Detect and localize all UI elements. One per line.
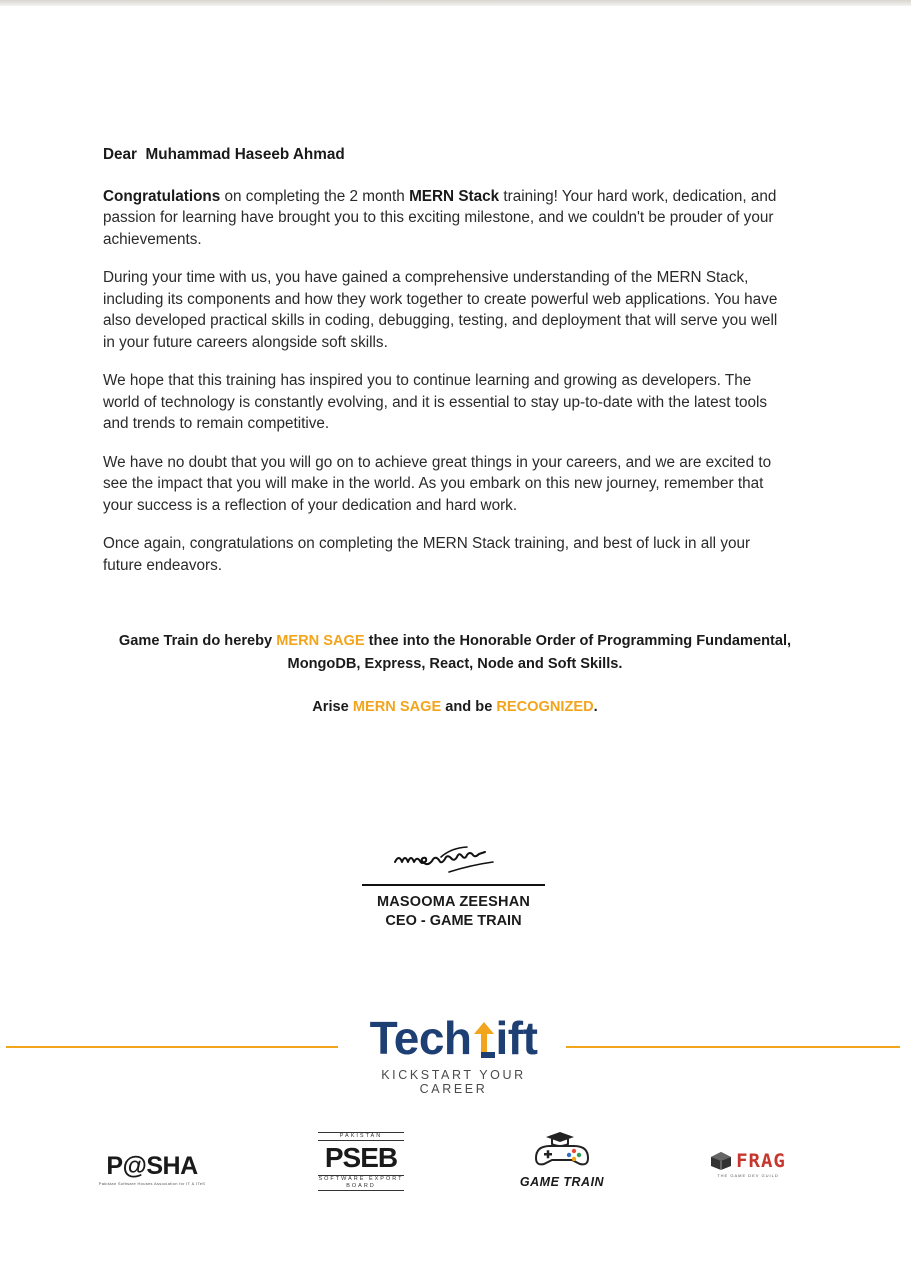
techlift-wordmark bbox=[346, 1010, 561, 1066]
signature-line bbox=[362, 884, 545, 886]
techlift-word-b: ift bbox=[495, 1012, 538, 1064]
arise-title-accent: MERN SAGE bbox=[352, 699, 442, 715]
congratulations-bold: Congratulations bbox=[103, 187, 221, 205]
pasha-subtitle: Pakistan Software Houses Association for IT & ITeS bbox=[98, 1181, 206, 1186]
game-train-logo bbox=[514, 1130, 610, 1189]
declaration-title-accent: MERN SAGE bbox=[276, 633, 365, 649]
pseb-bottom-text: SOFTWARE EXPORT BOARD bbox=[318, 1176, 404, 1189]
mern-stack-bold: MERN Stack bbox=[409, 187, 500, 205]
paragraph-future: We have no doubt that you will go on to achieve great things in your careers, and we are excited to see the impact that you will make in the world. As you embark on this new journey, remember that your success is a reflection of your dedication and hard work. bbox=[103, 453, 772, 514]
techlift-tagline: KICKSTART YOUR CAREER bbox=[381, 1068, 526, 1096]
arise-line bbox=[90, 699, 820, 715]
paragraph-congratulations bbox=[103, 186, 783, 251]
pseb-logo bbox=[318, 1132, 404, 1191]
paragraph-skills: During your time with us, you have gained a comprehensive understanding of the MERN Stack, including its components and how they work together to create powerful web applications. You have also developed practical skills in coding, debugging, testing, and deployment that will serve you well in your future careers alongside soft skills. bbox=[103, 269, 778, 351]
recognized-accent: RECOGNIZED bbox=[496, 699, 594, 715]
signatory-title: CEO - GAME TRAIN bbox=[385, 913, 522, 929]
p1-text-b: training! Your hard work, dedication, and passion for learning have brought you to this exciting milestone, and we couldn't be prouder of your achievements. bbox=[103, 187, 777, 248]
divider-right bbox=[566, 1046, 900, 1048]
frag-row bbox=[693, 1150, 803, 1172]
frag-logo bbox=[693, 1150, 803, 1178]
greeting bbox=[103, 144, 783, 166]
page-top-edge bbox=[0, 0, 911, 6]
p1-text-a: on completing the 2 month bbox=[220, 187, 410, 205]
arise-text-b: and be bbox=[441, 699, 497, 715]
frag-wordmark: FRAG bbox=[736, 1150, 786, 1172]
pseb-wordmark: PSEB bbox=[324, 1142, 398, 1173]
game-train-wordmark: GAME TRAIN bbox=[519, 1175, 605, 1189]
frag-subtitle: THE GAME DEV GUILD bbox=[717, 1173, 779, 1178]
arise-text-a: Arise bbox=[312, 699, 353, 715]
signatory-name: MASOOMA ZEESHAN bbox=[376, 894, 531, 910]
signature-block bbox=[362, 838, 545, 929]
declaration bbox=[90, 630, 820, 676]
techlift-logo bbox=[346, 1010, 561, 1096]
cube-icon bbox=[710, 1151, 732, 1171]
divider-left bbox=[6, 1046, 338, 1048]
greeting-prefix: Dear bbox=[103, 146, 138, 163]
declaration-text-a: Game Train do hereby bbox=[118, 633, 277, 649]
paragraph-closing: Once again, congratulations on completing the MERN Stack training, and best of luck in all your future endeavors. bbox=[103, 535, 751, 574]
declaration-text-b: thee into the Honorable Order of Programming Fundamental, MongoDB, Express, React, Node and Soft Skills. bbox=[287, 633, 792, 672]
arrow-up-icon bbox=[472, 1020, 496, 1060]
pasha-wordmark: P@SHA bbox=[106, 1152, 198, 1180]
techlift-word-a: Tech bbox=[369, 1012, 472, 1064]
recipient-name: Muhammad Haseeb Ahmad bbox=[145, 146, 345, 163]
handwritten-signature bbox=[389, 838, 519, 880]
pasha-logo bbox=[96, 1152, 208, 1186]
paragraph-inspiration: We hope that this training has inspired you to continue learning and growing as developers. The world of technology is constantly evolving, and it is essential to stay up-to-date with the latest tools and trends to remain competitive. bbox=[103, 372, 768, 432]
letter-body bbox=[103, 144, 783, 593]
arise-period: . bbox=[593, 699, 598, 715]
pseb-top-text: PAKISTAN bbox=[318, 1132, 404, 1141]
gamepad-icon bbox=[530, 1130, 594, 1168]
